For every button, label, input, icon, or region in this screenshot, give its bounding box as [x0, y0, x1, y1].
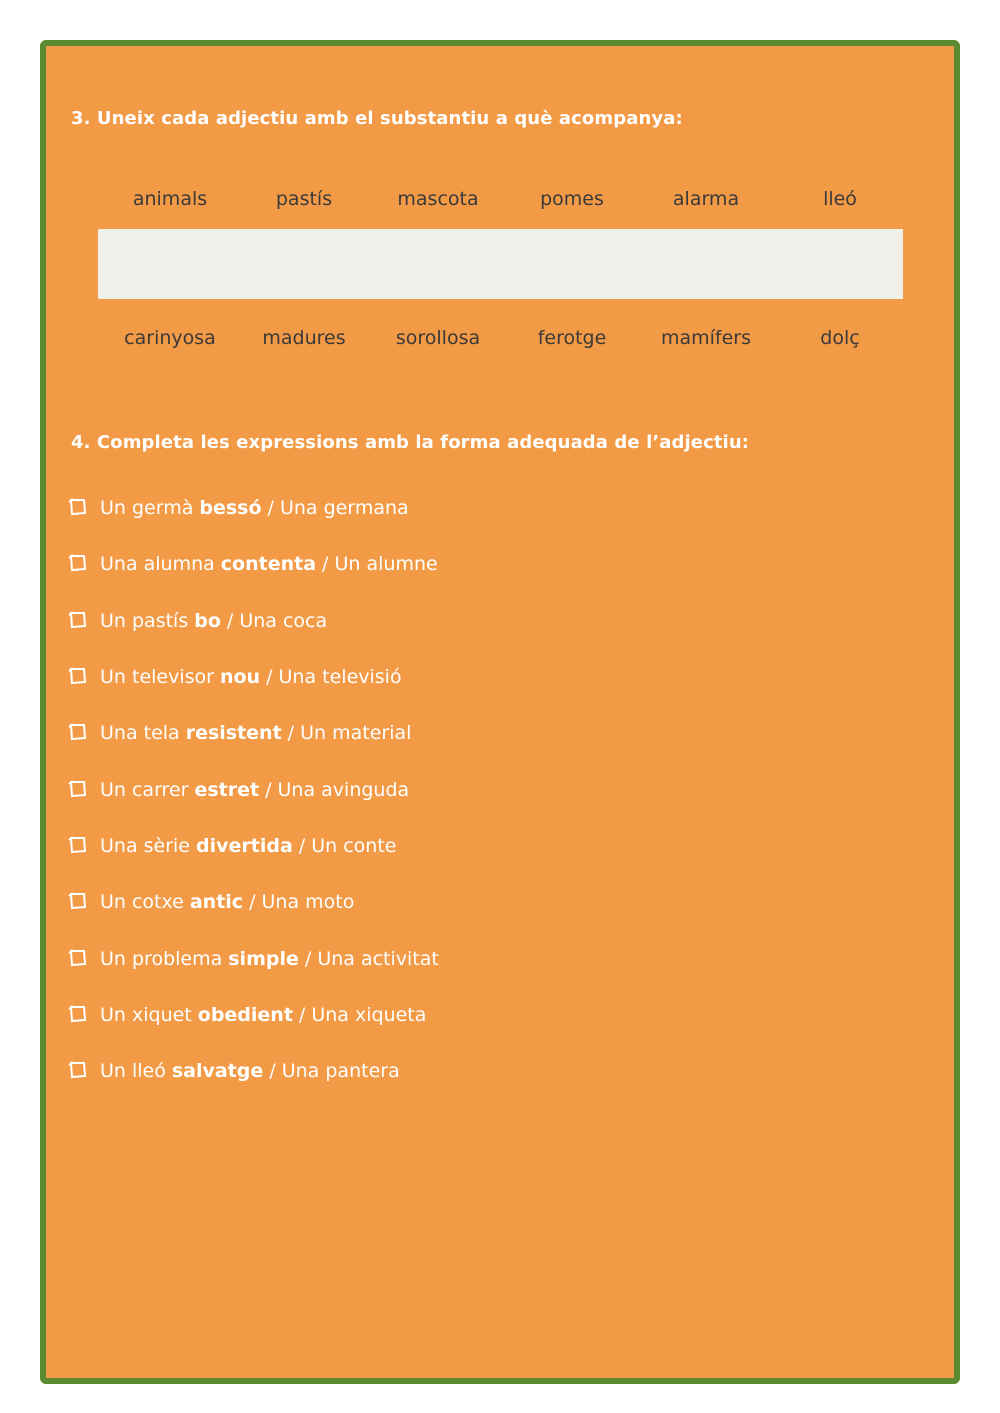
noun-word[interactable]: animals — [132, 188, 208, 210]
expression-item — [68, 987, 439, 1043]
expression-after: / Un conte — [298, 834, 397, 857]
checkbox-icon[interactable] — [68, 723, 94, 743]
expression-before: Un problema — [100, 947, 223, 970]
expression-item — [68, 930, 439, 986]
noun-word[interactable]: pomes — [540, 188, 604, 210]
expression-before: Un carrer — [100, 778, 189, 801]
checkbox-icon[interactable] — [68, 1061, 94, 1081]
expression-before: Una alumna — [100, 553, 215, 576]
expression-item — [68, 536, 439, 592]
expression-before: Un cotxe — [100, 891, 184, 914]
expression-after: / Un material — [287, 722, 412, 745]
expression-after: / Una xiqueta — [298, 1003, 427, 1026]
expression-before: Un xiquet — [100, 1003, 192, 1026]
checkbox-icon[interactable] — [68, 949, 94, 969]
expression-adjective: bessó — [199, 497, 262, 520]
expression-item — [68, 593, 439, 649]
noun-word[interactable]: alarma — [672, 188, 740, 210]
adjective-row — [103, 327, 908, 349]
exercise-3-title: 3. Uneix cada adjectiu amb el substantiu a què acompanya: — [71, 108, 683, 129]
expression-item — [68, 649, 439, 705]
adjective-word[interactable]: carinyosa — [124, 327, 216, 349]
expression-adjective: estret — [194, 778, 260, 801]
noun-word[interactable]: lleó — [823, 188, 857, 210]
adjective-word[interactable]: mamífers — [660, 327, 752, 349]
expression-after: / Una televisió — [266, 666, 402, 689]
expression-adjective: contenta — [220, 553, 317, 576]
expression-after: / Una germana — [267, 497, 409, 520]
expression-item — [68, 818, 439, 874]
expression-before: Una sèrie — [100, 834, 190, 857]
expression-before: Un televisor — [100, 666, 214, 689]
checkbox-icon[interactable] — [68, 611, 94, 631]
noun-row — [103, 188, 908, 210]
expression-adjective: simple — [228, 947, 299, 970]
expression-adjective: divertida — [196, 834, 293, 857]
expression-before: Un germà — [100, 497, 194, 520]
adjective-word[interactable]: madures — [262, 327, 346, 349]
expression-after: / Una pantera — [269, 1060, 400, 1083]
noun-word[interactable]: pastís — [275, 188, 333, 210]
expression-adjective: resistent — [185, 722, 282, 745]
adjective-word[interactable]: sorollosa — [395, 327, 481, 349]
expression-adjective: salvatge — [171, 1060, 264, 1083]
expression-item — [68, 874, 439, 930]
checkbox-icon[interactable] — [68, 667, 94, 687]
expression-after: / Una activitat — [304, 947, 439, 970]
expression-adjective: obedient — [197, 1003, 293, 1026]
expression-adjective: antic — [189, 891, 244, 914]
expression-item — [68, 705, 439, 761]
expression-item — [68, 480, 439, 536]
checkbox-icon[interactable] — [68, 1005, 94, 1025]
checkbox-icon[interactable] — [68, 498, 94, 518]
expression-list — [68, 480, 439, 1099]
expression-after: / Una coca — [226, 609, 328, 632]
checkbox-icon[interactable] — [68, 554, 94, 574]
adjective-word[interactable]: dolç — [820, 327, 860, 349]
expression-after: / Una avinguda — [265, 778, 410, 801]
worksheet-card — [40, 40, 960, 1384]
expression-before: Un pastís — [100, 609, 189, 632]
checkbox-icon[interactable] — [68, 780, 94, 800]
expression-adjective: nou — [219, 666, 261, 689]
expression-item — [68, 1043, 439, 1099]
exercise-4-title: 4. Completa les expressions amb la forma adequada de l’adjectiu: — [71, 432, 750, 453]
matching-answer-area[interactable] — [98, 229, 903, 299]
expression-item — [68, 761, 439, 817]
checkbox-icon[interactable] — [68, 836, 94, 856]
adjective-word[interactable]: ferotge — [537, 327, 607, 349]
expression-before: Un lleó — [100, 1060, 166, 1083]
checkbox-icon[interactable] — [68, 892, 94, 912]
expression-adjective: bo — [194, 609, 221, 632]
expression-after: / Un alumne — [322, 553, 438, 576]
expression-before: Una tela — [100, 722, 180, 745]
noun-word[interactable]: mascota — [397, 188, 479, 210]
expression-after: / Una moto — [249, 891, 355, 914]
